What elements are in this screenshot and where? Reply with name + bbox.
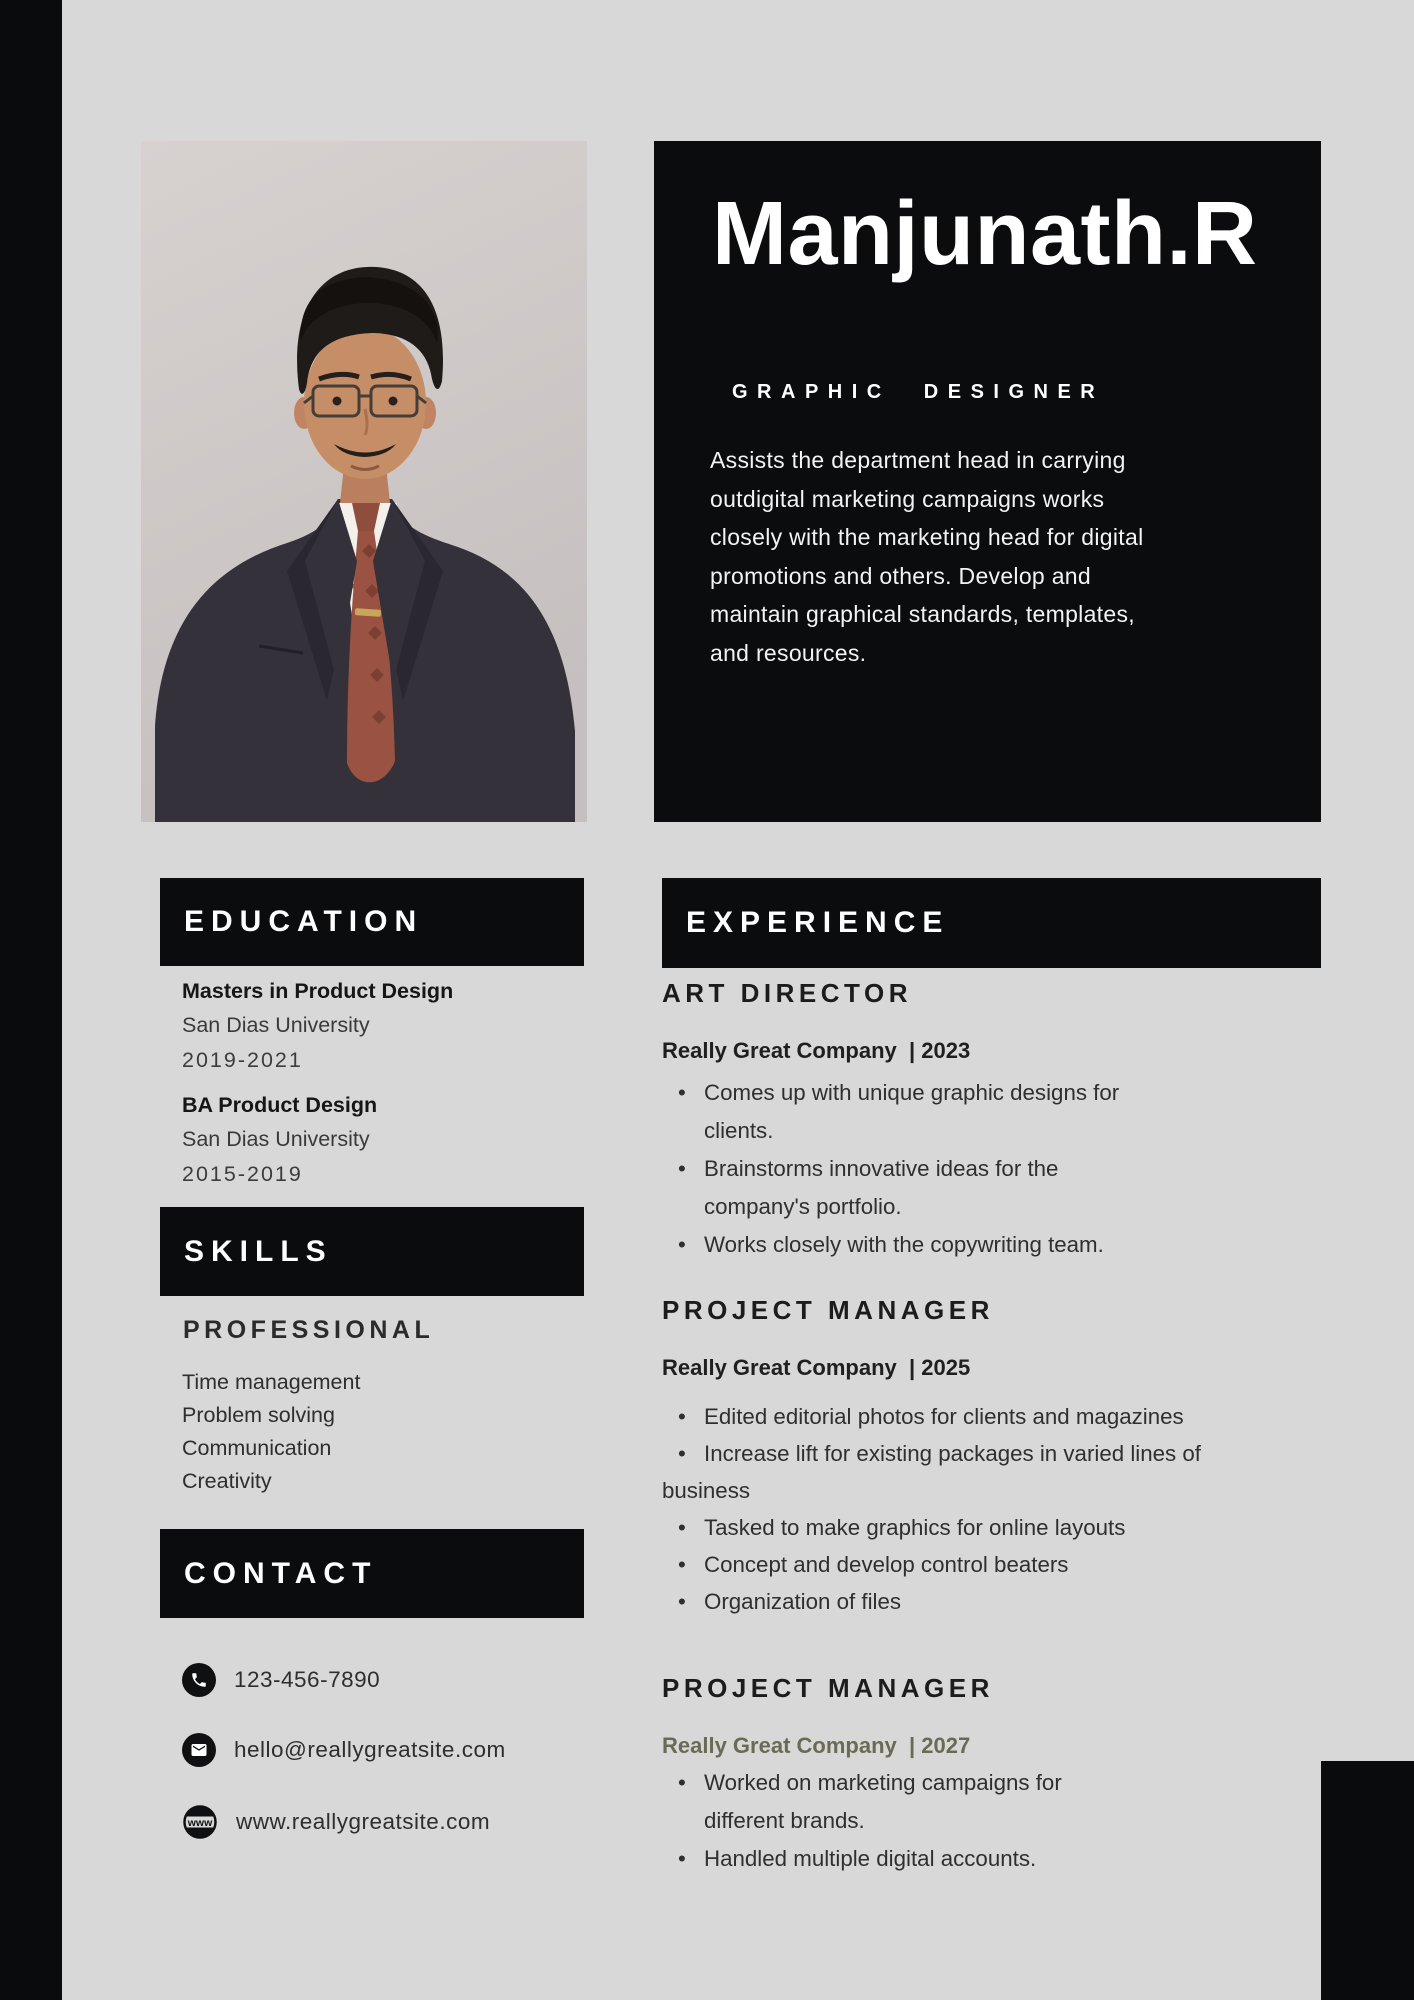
experience-heading: EXPERIENCE — [686, 906, 950, 939]
skills-heading: SKILLS — [184, 1234, 333, 1268]
website-url: www.reallygreatsite.com — [236, 1809, 491, 1834]
person-job-title: GRAPHIC DESIGNER — [732, 381, 1105, 403]
summary-line: and resources. — [710, 639, 867, 666]
education-heading: EDUCATION — [184, 905, 424, 938]
experience-section — [662, 975, 1321, 1878]
job-bullet-list — [662, 1074, 1132, 1264]
profile-photo — [141, 141, 587, 822]
profile-summary — [710, 441, 1250, 672]
email-address: hello@reallygreatsite.com — [234, 1737, 506, 1762]
job-company-year: Really Great Company | 2025 — [662, 1355, 971, 1380]
school: San Dias University — [182, 1127, 370, 1151]
skills-list — [182, 1366, 360, 1498]
person-name: Manjunath.R — [712, 184, 1258, 284]
left-accent-strip — [0, 0, 62, 2000]
job-bullet: • Increase lift for existing packages in varied lines of business — [662, 1435, 1262, 1509]
job-role: PROJECT MANAGER — [662, 1673, 994, 1703]
education-section — [182, 975, 453, 1193]
job-bullet: • Handled multiple digital accounts. — [662, 1840, 1082, 1878]
job-company-year: Really Great Company | 2023 — [662, 1038, 971, 1063]
job-bullet: • Works closely with the copywriting team. — [662, 1226, 1132, 1264]
bottom-right-accent-block — [1321, 1761, 1414, 2000]
job-bullet: • Concept and develop control beaters — [662, 1546, 1262, 1583]
degree: Masters in Product Design — [182, 979, 454, 1003]
section-bar-education — [160, 878, 584, 966]
summary-line: outdigital marketing campaigns works — [710, 485, 1105, 512]
skill-item: Creativity — [182, 1469, 272, 1493]
svg-text:www: www — [187, 1816, 213, 1829]
email-icon — [182, 1733, 216, 1767]
skill-item: Problem solving — [182, 1403, 335, 1427]
phone-icon — [182, 1663, 216, 1697]
job-bullet: • Organization of files — [662, 1583, 1262, 1620]
skills-subheading: PROFESSIONAL — [183, 1316, 435, 1344]
contact-row-phone — [182, 1662, 380, 1698]
skill-item: Communication — [182, 1436, 332, 1460]
job-company-year: Really Great Company | 2027 — [662, 1733, 971, 1758]
skill-item: Time management — [182, 1370, 361, 1394]
section-bar-skills — [160, 1207, 584, 1296]
job-bullet: • Edited editorial photos for clients and magazines — [662, 1398, 1262, 1435]
education-entry — [182, 975, 453, 1079]
education-entry — [182, 1089, 453, 1193]
job-bullet: • Brainstorms innovative ideas for the company's portfolio. — [662, 1150, 1132, 1226]
degree: BA Product Design — [182, 1093, 378, 1117]
years: 2015-2019 — [182, 1162, 303, 1186]
summary-line: closely with the marketing head for digital — [710, 524, 1144, 550]
portrait-illustration — [141, 141, 587, 822]
job-bullet: • Tasked to make graphics for online layouts — [662, 1509, 1262, 1546]
globe-icon — [182, 1804, 218, 1840]
contact-row-website — [182, 1804, 490, 1840]
job-role: ART DIRECTOR — [662, 978, 912, 1008]
section-bar-contact — [160, 1529, 584, 1618]
job-bullet-list — [662, 1764, 1082, 1878]
job-bullet-list — [662, 1398, 1262, 1620]
summary-line: Assists the department head in carrying — [710, 447, 1126, 473]
job-bullet: • Worked on marketing campaigns for different brands. — [662, 1764, 1082, 1840]
years: 2019-2021 — [182, 1048, 303, 1072]
job-role: PROJECT MANAGER — [662, 1295, 994, 1325]
job-bullet: • Comes up with unique graphic designs for clients. — [662, 1074, 1132, 1150]
phone-number: 123-456-7890 — [234, 1667, 381, 1692]
contact-heading: CONTACT — [184, 1556, 378, 1590]
summary-line: maintain graphical standards, templates, — [710, 601, 1135, 627]
summary-line: promotions and others. Develop and — [710, 562, 1091, 589]
section-bar-experience — [662, 878, 1321, 968]
contact-row-email — [182, 1732, 506, 1768]
header-block — [654, 141, 1321, 822]
school: San Dias University — [182, 1013, 370, 1037]
